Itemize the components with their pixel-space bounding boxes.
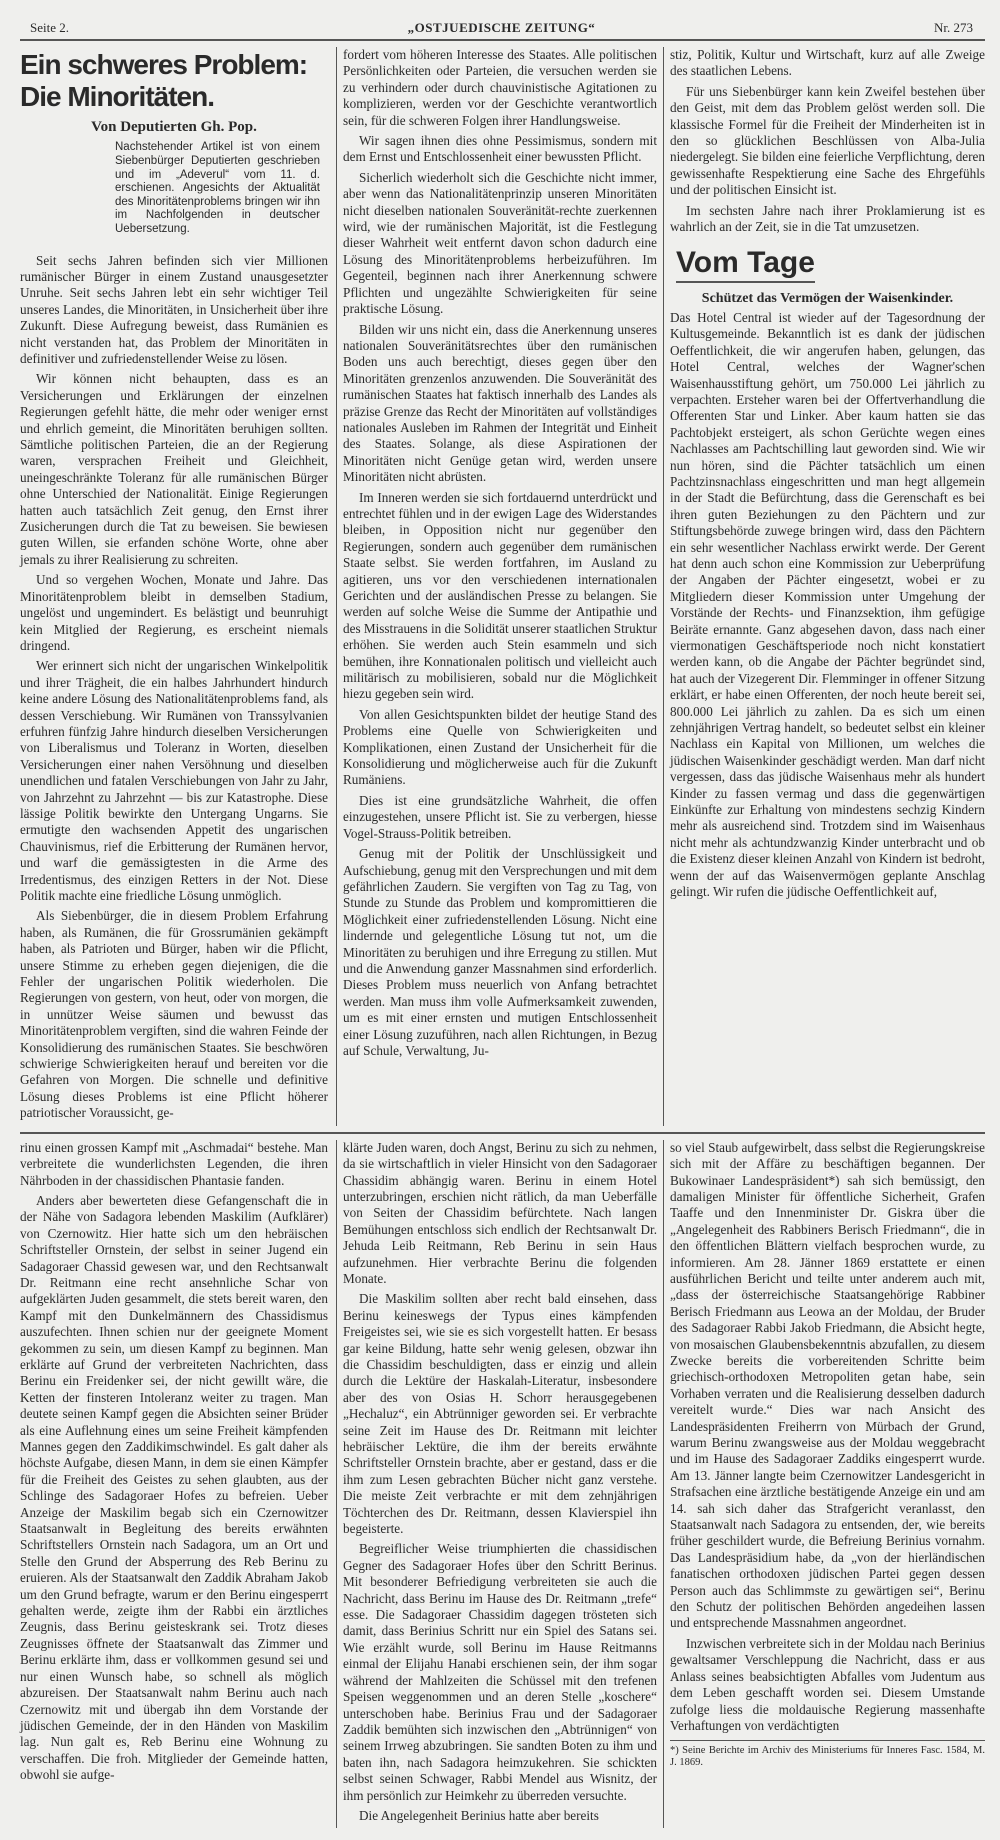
paragraph: Wir sagen ihnen dies ohne Pessimismus, sondern mit dem Ernst und Entschlossenheit einer bewussten Pflicht. [343, 133, 657, 165]
paragraph: Im Inneren werden sie sich fortdauernd unterdrückt und entrechtet fühlen und in der ewigen Lage des Widerstandes bleiben, in Opposition nicht nur gegenüber den Regierungen, sondern auch gegenüber dem rumänischen Staate selbst. Sie werden fortfahren, im Ausland zu agitieren, uns vor den verschiedenen internationalen Gerichten und der ausländischen Presse zu belangen. Sie werden auf solche Weise die Summe der Antipathie und des Misstrauens in die Solidität unserer staatlichen Struktur erhöhen. Sie werden auch Stein esammeln und sich bemühen, ihre Konnationalen politisch und vielleicht auch militärisch zu mobilisieren, sobald nur die Möglichkeit hiezu gegeben sein wird. [343, 489, 657, 702]
issue-number: Nr. 273 [933, 20, 973, 35]
feuilleton-column-1 [20, 1140, 336, 1829]
feuilleton-column-3 [663, 1140, 985, 1829]
paragraph: Als Siebenbürger, die in diesem Problem Erfahrung haben, als Rumänen, die für Grossrumänien gekämpft haben, als Patrioten und Bürger, haben wir die Pflicht, unsere Stimme zu erheben gegen diejenigen, die die Fehler der ungarischen Politik wiederholen. Die Regierungen von gestern, von heut, oder von morgen, die in unnützer Weise säumen und bewusst das Minoritätenproblem vergiften, sind die wahren Feinde der Konsolidierung des rumänischen Staates. Sie beschwören schwierige Schwierigkeiten herauf und bereiten vor die Gefahren von Morgen. Die schnelle und definitive Lösung dieses Problems ist eine Pflicht höherer patriotischer Voraussicht, ge- [20, 908, 328, 1121]
paragraph: so viel Staub aufgewirbelt, dass selbst die Regierungskreise sich mit der Affäre zu beschäftigen begannen. Der Bukowinaer Landespräsident*) sah sich bemüssigt, den damaligen Minister für öffentliche Sicherheit, Grafen Taaffe und den Innenminister Dr. Giskra über die „Angelegenheit des Rabbiners Berisch Friedmann“, die in den öffentlichen Blättern vielfach besprochen wurde, zu informieren. Am 28. Jänner 1869 erstattete er einen ausführlichen Bericht und teilte unter anderem auch mit, „dass der österreichische Staatsangehörige Rabbiner Berisch Friedmann aus Leowa an der Moldau, der Bruder des Sadagoraer Rabbi Jakob Friedmann, die Absicht hegte, von mosaischen Glaubensbekenntnis abzufallen, zu diesem Zwecke bereits die vorbereitenden Schritte beim griechisch-orthodoxen Metropoliten getan habe, sein Vorhaben verraten und die Realisierung desselben dadurch vereitelt wurde.“ Dies war nach Ansicht des Landespräsidenten Freiherrn von Mürbach der Grund, warum Berinu zwangsweise aus der Moldau weggebracht und im Hause des Sadagoraer Zaddiks eingesperrt wurde. Am 13. Jänner langte beim Czernowitzer Landesgericht in Strafsachen eine ärztliche bestätigende Anzeige ein und am 14. sah sich daher das Strafgericht veranlasst, den Staatsanwalt nach Sadagora zu entsenden, der, wie bereits früher geschildert wurde, die Befreiung Berinius vornahm. Das Landespräsidium habe, da „von der hierländischen fanatischen orthodoxen jüdischen Partei gegen dessen Person auch das Schlimmste zu gewärtigen sei“, Berinu den Schutz der politischen Behörden angedeihen lassen und entsprechende Massnahmen angeordnet. [670, 1139, 985, 1631]
article-column-2 [336, 47, 663, 1126]
paragraph: klärte Juden waren, doch Angst, Berinu zu sich zu nehmen, da sie wirtschaftlich in vieler Hinsicht von den Sadagoraer Chassidim abhängig waren. Berinu in einem Hotel unterzubringen, erschien nicht rätlich, da man Ueberfälle von Seiten der Chassidim befürchtete. Nach langen Bemühungen entschloss sich endlich der Rechtsanwalt Dr. Jehuda Leib Reitmann, Reb Berinu in sein Haus aufzunehmen. Hier verbrachte Berinu die folgenden Monate. [343, 1139, 657, 1286]
paragraph: Für uns Siebenbürger kann kein Zweifel bestehen über den Geist, mit dem das Problem gelöst werden soll. Die klassische Formel für die Freiheit der Minderheiten ist in den so glücklichen Beschlüssen von Alba-Julia niedergelegt. Sie bilden eine feierliche Verpflichtung, deren gewissenhafte Respektierung eine Sache des Ehrgefühls und der politischen Einsicht ist. [670, 83, 985, 198]
paragraph: Und so vergehen Wochen, Monate und Jahre. Das Minoritätenproblem bleibt in demselben Stadium, ungelöst und ungemindert. Es belästigt und beunruhigt kein Mitglied der Regierung, es erscheint niemals dringend. [20, 572, 328, 653]
bottom-section [20, 1134, 985, 1829]
top-section [20, 47, 985, 1134]
paragraph: Seit sechs Jahren befinden sich vier Millionen rumänischer Bürger in einem Zustand unausgesetzter Unruhe. Seit sechs Jahren lebt ein sehr wichtiger Teil unseres Landes, die Minoritäten, in Unsicherheit über ihre Zukunft. Diese Aufregung beweist, dass Rumänien es nicht verstanden hat, das Problem der Minoritäten in definitiver und zufriedenstellender Weise zu lösen. [20, 252, 328, 366]
paragraph: Genug mit der Politik der Unschlüssigkeit und Aufschiebung, genug mit den Versprechungen und mit dem gefährlichen Zaudern. Sie vergiften von Tag zu Tag, von Stunde zu Stunde das Problem und kompromittieren die Möglichkeit einer zufriedenstellenden Lösung. Nicht eine lindernde und gelegentliche Lösung tut not, um die Minoritäten zu beruhigen und ihre Erregung zu stillen. Mut und die Anwendung ganzer Massnahmen sind erforderlich. Dieses Problem muss neuerlich von Anfang betrachtet werden. Man muss ihm volle Aufmerksamkeit zuwenden, um es mit einer ernsten und mutigen Entschlossenheit einer Lösung zuzuführen, nach allen Richtungen, in Bezug auf Schule, Verwaltung, Ju- [343, 846, 657, 1058]
page-header [20, 20, 985, 41]
paragraph: fordert vom höheren Interesse des Staates. Alle politischen Persönlichkeiten oder Parteien, die versuchen werden sie zu verhindern oder durch chauvinistische Agitationen zu komplizieren, werden vor der Geschichte verantwortlich sein, für die schweren Folgen ihrer Handlungsweise. [343, 47, 657, 128]
paragraph: Die Maskilim sollten aber recht bald einsehen, dass Berinu keineswegs der Typus eines kämpfenden Freigeistes sei, wie sie es sich vorgestellt hatten. Er besass gar keine Bildung, hatte sehr wenig gelesen, obzwar ihn die Chassidim beschuldigten, dass er einzig und allein durch die Lektüre der Haskalah-Literatur, insbesondere aber des von Osias H. Schorr herausgegebenen „Hechaluz“, ein Abtrünniger geworden sei. Er verbrachte seine Zeit im Hause des Dr. Reitmann mit leichter hebräischer Lektüre, die ihm der bereits erwähnte Schriftsteller Ornstein brachte, aber er gestand, dass er die ihm zum Lesen gebrachten Bücher nicht ganz verstehe. Die meiste Zeit verbrachte er mit dem zehnjährigen Töchterchen des Dr. Reitmann, dessen Klavierspiel ihn begeisterte. [343, 1291, 657, 1537]
article-title: Ein schweres Problem: Die Minoritäten. [20, 49, 308, 112]
paragraph: Wir können nicht behaupten, dass es an Versicherungen und Erklärungen der einzelnen Regierungen gefehlt hätte, die mehr oder weniger ernst und ehrlich gemeint, die Minoritäten beruhigen sollten. Sämtliche politischen Parteien, die an der Regierung waren, versprachen Freiheit und Gleichheit, uneingeschränkte Toleranz für alle rumänischen Bürger ohne Unterschied der Nationalität. Einige Regierungen hatten auch tatsächlich Zeit genug, den Ernst ihrer Zusicherungen durch die Tat zu beweisen. Sie bewiesen guten Willen, sie erfanden schöne Worte, ohne aber jemals zu ihrer Realisierung zu schreiten. [20, 371, 328, 567]
footnote: *) Seine Berichte im Archiv des Ministeriums für Inneres Fasc. 1584, M. J. 1869. [670, 1740, 985, 1769]
paragraph: Dies ist eine grundsätzliche Wahrheit, die offen einzugestehen, unsere Pflicht ist. Sie zu verbergen, hiesse Vogel-Strauss-Politik betreiben. [343, 792, 657, 841]
paragraph: stiz, Politik, Kultur und Wirtschaft, kurz auf alle Zweige des staatlichen Lebens. [670, 47, 985, 79]
paragraph: Das Hotel Central ist wieder auf der Tagesordnung der Kultusgemeinde. Bekanntlich ist es dank der jüdischen Oeffentlichkeit, die wir angerufen haben, gelungen, das Hotel Central, welches der Wagner'schen Waisenhausstiftung gehört, um 750.000 Lei jährlich zu verpachten. Ersteher waren bei der Offertverhandlung die Offerenten Star und Linker. Aber kaum hatten sie das Pachtobjekt ersteigert, als schon Gerüchte wegen eines Nachlasses am Pachtschilling laut geworden sind. Wie wir nun hören, sind die Pächter tatsächlich um einen Pachtzinsnachlass eingeschritten und man hegt allgemein in der Stadt die Befürchtung, dass die Gerenschaft es bei ihren guten Beziehungen zu den Pächtern und zur Stiftungsbehörde zuwege bringen wird, dass den Pächtern ein sehr wesentlicher Nachlass erwirkt werde. Der Gerent hat denn auch schon eine Kommission zur Ueberprüfung der Angaben der Pächter eingesetzt, wobei er zu Mitgliedern dieser Kommission unter Umgehung der Vorstände der Rechts- und Finanzsektion, ihm gefügige Beiräte ernannte. Ganz abgesehen davon, dass nach einer viermonatigen Geschäftsperiode noch nicht konstatiert werden kann, ob die Angabe der Pächter begründet sind, hat auch der Vizegerent Dir. Flemminger in offener Sitzung erklärt, er habe einen Offerenten, der noch heute bereit sei, 800.000 Lei jährlich zu zahlen. Da es sich um einen zehnjährigen Vertrag handelt, so bedeutet selbst ein kleiner Nachlass ein Kapital von Millionen, um welches die jüdischen Waisenkinder geschädigt werden. Man darf nicht vergessen, dass das jüdische Waisenhaus mehr als hundert Kinder zu fassen vermag und dass die gegenwärtigen Einkünfte zur Erhaltung von mindestens sechzig Kindern mehr als ausreichend sind. Trotzdem sind im Waisenhaus nicht mehr als achtundzwanzig Kinder unterbracht und ob die Existenz dieser kleinen Anzahl von Kindern ist bedroht, wenn der auf das Waisenvermögen geplante Anschlag gelingt. Wir rufen die jüdische Oeffentlichkeit auf, [670, 309, 985, 900]
newspaper-name: „OSTJUEDISCHE ZEITUNG“ [407, 20, 596, 35]
paragraph: Die Angelegenheit Berinius hatte aber bereits [359, 1807, 599, 1823]
paragraph: Von allen Gesichtspunkten bildet der heutige Stand des Problems eine Quelle von Schwierigkeiten und Komplikationen, einen Zustand der Unsicherheit für die Konsolidierung und möglicherweise auch für die Zukunft Rumäniens. [343, 706, 657, 788]
section-heading: Vom Tage [676, 245, 815, 283]
paragraph: Anders aber bewerteten diese Gefangenschaft die in der Nähe von Sadagora lebenden Maskilim (Aufklärer) von Czernowitz. Hier hatte sich um den hebräischen Schriftsteller Ornstein, der selbst in seiner Jugend ein Sadagoraer Chassid gewesen war, und den Rechtsanwalt Dr. Reitmann eine recht ansehnliche Schar von aufgeklärten Juden gesammelt, die stets bereit waren, den Kampf mit den Dunkelmännern des Chassidismus auszufechten. Ihnen schien nur der geeignete Moment gekommen zu sein, um diesen Kampf zu beginnen. Man erklärte auf Grund der verbreiteten Nachrichten, dass Berinu ein Freidenker sei, der nicht gewillt wäre, die Ketten der finsteren Intoleranz weiter zu tragen. Man deutete seinen Kampf gegen die Absichten seiner Brüder als eine Auflehnung eines um seine Freiheit kämpfenden Mannes gegen den Zaddikimschwindel. Es galt daher als höchste Aufgabe, diesen Mann, in dem sie einen Kämpfer für die Freiheit des Geistes zu sehen glaubten, aus der Schlinge des Sadagoraer Hofes zu befreien. Ueber Anzeige der Maskilim begab sich ein Czernowitzer Staatsanwalt in Begleitung des bereits erwähnten Schriftstellers Ornstein nach Sadagora, um an Ort und Stelle den Grund der Absperrung des Reb Berinu zu eruieren. Als der Staatsanwalt den Zaddik Abraham Jakob um den Grund befragte, warum er den Berinu eingesperrt gehalten werde, zeigte ihm der Rabbi ein ärztliches Zeugnis, dass Berinu geisteskrank sei. Trotz dieses Zeugnisses öffnete der Staatsanwalt das Zimmer und Berinu erklärte ihm, dass er vollkommen gesund sei und nur einen Wunsch habe, so schnell als möglich abzureisen. Der Staatsanwalt nahm Berinu auch nach Czernowitz mit und übergab ihn dem Vorstande der jüdischen Gemeinde, der in den Händen von Maskilim lag. Nun galt es, Reb Berinu eine Wohnung zu verschaffen. Die froh. Mitglieder der Gemeinde hatten, obwohl sie aufge- [20, 1192, 328, 1783]
article-intro: Nachstehender Artikel ist von einem Siebenbürger Deputierten geschrieben und im „Adeverul“ vom 11. d. erschienen. Angesichts der Aktualität des Minoritätenproblems bringen wir ihn im Nachfolgenden in deutscher Uebersetzung. [115, 141, 320, 235]
article-column-3 [663, 47, 985, 1126]
article-byline: Von Deputierten Gh. Pop. [91, 119, 257, 135]
paragraph: Bilden wir uns nicht ein, dass die Anerkennung unseres nationalen Souveränitätsrechtes über den rumänischen Boden uns auch berechtigt, dieses gegen über den Minoritäten grenzenlos anzuwenden. Die Souveränität des rumänischen Staates hat faktisch innerhalb des Landes als präzise Grenze das Recht der Minoritäten auf vollständiges nationales Ausleben im Rahmen der Integrität und Einheit des Staates. Solange, als diese Aspirationen der Minoritäten nicht Genüge getan wird, werden unsere Minoritäten nicht abrüsten. [343, 321, 657, 485]
paragraph: Sicherlich wiederholt sich die Geschichte nicht immer, aber wenn das Nationalitätenprinzip unseren Minoritäten nicht dieselben nationalen Souveränität-rechte zuerkennen wird, wie der rumänischen Majorität, ist die Festlegung dieser Wahrheit weit entfernt davon schon dadurch eine Lösung des Minoritätenproblems herbeizuführen. Im Gegenteil, beginnen nach ihrer Anerkennung schwere Pflichten und ungezählte Schwierigkeiten für seine praktische Lösung. [343, 169, 657, 317]
section-subtitle: Schützet das Vermögen der Waisenkinder. [701, 291, 954, 307]
paragraph: Im sechsten Jahre nach ihrer Proklamierung ist es wahrlich an der Zeit, sie in die Tat umzusetzen. [670, 202, 985, 235]
paragraph: rinu einen grossen Kampf mit „Aschmadai“ bestehe. Man verbreitete die wunderlichsten Legenden, die ihren Nährboden in der chassidischen Phantasie fanden. [20, 1139, 328, 1188]
paragraph: Begreiflicher Weise triumphierten die chassidischen Gegner des Sadagoraer Hofes über den Schritt Berinus. Mit besonderer Befriedigung verbreiteten sie auch die Nachricht, dass Berinu im Hause des Dr. Reitmann „trefe“ esse. Die Sadagoraer Chassidim dagegen trösteten sich damit, dass Berinius Schritt nur ein Spiel des Satans sei. Wie erzählt wurde, soll Berinu im Hause Reitmanns einmal der Elijahu Hanabi erschienen sein, der ihm sogar während der Mahlzeiten die Schüssel mit den trefenen Speisen weggenommen und an deren Stelle „koschere“ unterschoben habe. Berinius Frau und der Sadagoraer Zaddik bemühten sich inzwischen den „Abtrünnigen“ von seinem Irrweg abzubringen. Sie sandten Boten zu ihm und baten ihn, nach Sadagora heimzukehren. Sie schickten selbst seinen Schwager, Rabbi Mendel aus Wisnitz, der ihm persönlich zur Heimkehr zu überreden versuchte. [343, 1541, 657, 1803]
page-number: Seite 2. [30, 20, 69, 35]
article-column-1 [20, 47, 336, 1126]
paragraph: Inzwischen verbreitete sich in der Moldau nach Berinius gewaltsamer Verschleppung die Nachricht, dass er aus Anlass seines beabsichtigten Abfalles vom Judentum aus dem Leben geschafft worden sei. Diesem Umstande zufolge liess die moldauische Regierung massenhafte Verhaftungen von verdächtigten [670, 1635, 985, 1733]
paragraph: Wer erinnert sich nicht der ungarischen Winkelpolitik und ihrer Trägheit, die ein halbes Jahrhundert hindurch keine andere Lösung des Nationalitätenproblems fand, als dessen Verschiebung. Wir Rumänen von Transsylvanien erfuhren fünfzig Jahre hindurch dieselben Versicherungen von Liberalismus und Toleranz in Worten, dieselben Versicherungen einer nahen Versöhnung und dieselben unendlichen und fatalen Verschiebungen von Jahr zu Jahr, von Jahrzehnt zu Jahrzehnt — bis zur Katastrophe. Diese lässige Politik bewirkte den Untergang Ungarns. Sie ermutigte den wachsenden Appetit des ungarischen Chauvinismus, rief die Erbitterung der Rumänen hervor, und warf die gemässigtesten in die Arme des Irredentismus, des einzigen Retters in der Not. Diese Politik machte eine friedliche Lösung unmöglich. [20, 658, 328, 903]
feuilleton-column-2 [336, 1140, 663, 1829]
